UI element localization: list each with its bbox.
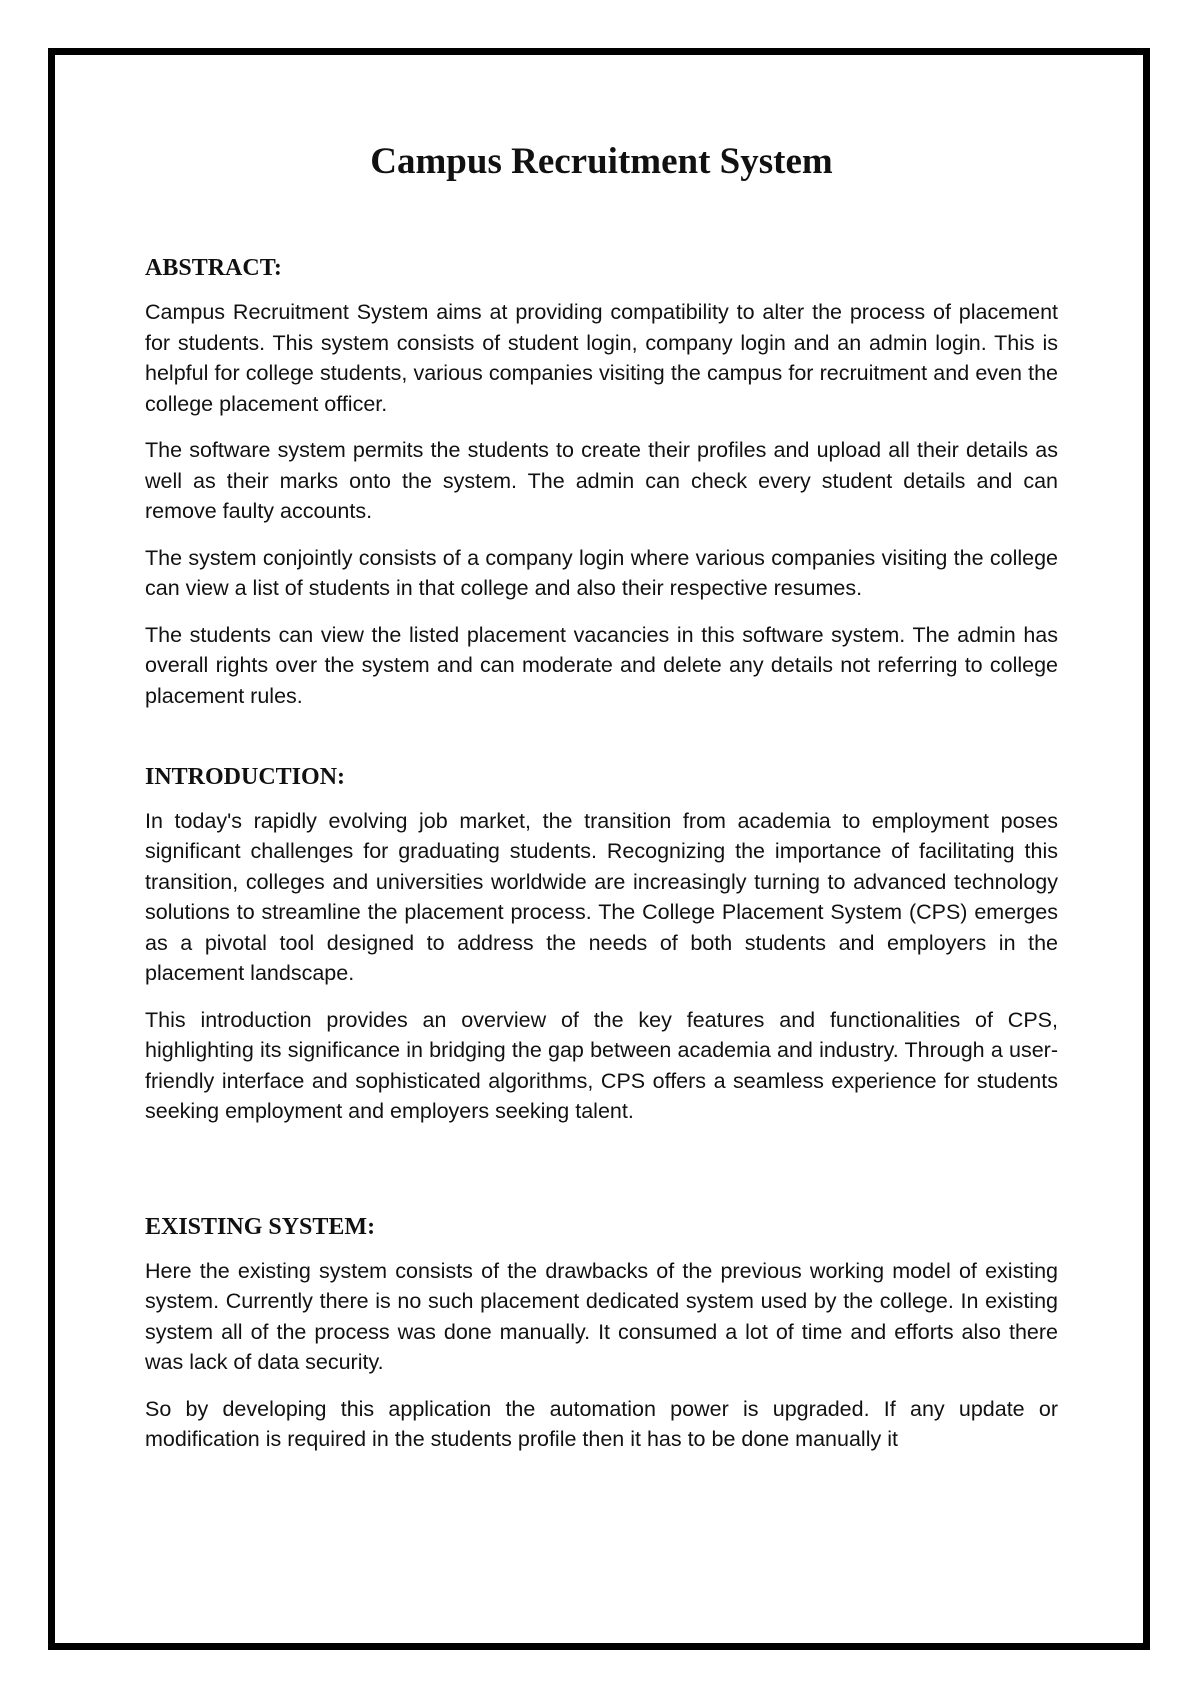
document-body	[145, 140, 1058, 1471]
introduction-paragraph-1: In today's rapidly evolving job market, the transition from academia to employment poses significant challenges for graduating students. Recognizing the importance of facilitating this transition, colleges and universities worldwide are increasingly turning to advanced technology solutions to streamline the placement process. The College Placement System (CPS) emerges as a pivotal tool designed to address the needs of both students and employers in the placement landscape.	[145, 808, 1058, 986]
document-title: Campus Recruitment System	[370, 141, 833, 182]
existing-system-paragraph-2: So by developing this application the automation power is upgraded. If any update or modification is required in the students profile then it has to be done manually it	[145, 1396, 1058, 1452]
introduction-paragraph-2: This introduction provides an overview of the key features and functionalities of CPS, highlighting its significance in bridging the gap between academia and industry. Through a user-friendly interface and sophisticated algorithms, CPS offers a seamless experience for students seeking employment and employers seeking talent.	[145, 1007, 1058, 1124]
abstract-paragraph-4: The students can view the listed placement vacancies in this software system. The admin has overall rights over the system and can moderate and delete any details not referring to college placement rules.	[145, 622, 1058, 708]
introduction-heading: INTRODUCTION:	[145, 764, 346, 791]
abstract-paragraph-2: The software system permits the students to create their profiles and upload all their details as well as their marks onto the system. The admin can check every student details and can remove faulty accounts.	[145, 438, 1058, 524]
existing-system-section	[145, 1213, 1058, 1455]
abstract-paragraph-1: Campus Recruitment System aims at providing compatibility to alter the process of placement for students. This system consists of student login, company login and an admin login. This is helpful for college students, various companies visiting the campus for recruitment and even the college placement officer.	[145, 300, 1058, 416]
abstract-paragraph-3: The system conjointly consists of a company login where various companies visiting the college can view a list of students in that college and also their respective resumes.	[145, 545, 1058, 601]
introduction-section	[145, 763, 1058, 1127]
existing-system-heading: EXISTING SYSTEM:	[145, 1213, 376, 1240]
existing-system-paragraph-1: Here the existing system consists of the drawbacks of the previous working model of existing system. Currently there is no such placement dedicated system used by the college. In existing system all of the process was done manually. It consumed a lot of time and efforts also there was lack of data security.	[145, 1258, 1058, 1375]
abstract-section	[145, 254, 1058, 711]
abstract-heading: ABSTRACT:	[145, 255, 282, 282]
